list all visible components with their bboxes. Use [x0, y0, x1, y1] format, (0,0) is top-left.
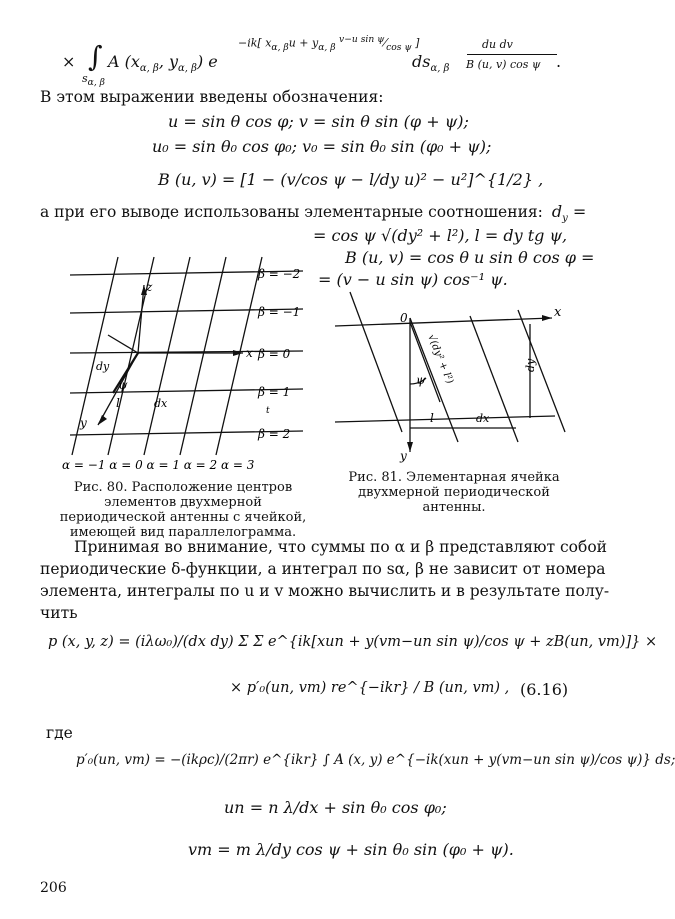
beta-label: β = 0: [258, 347, 291, 361]
dx-label: dx: [476, 412, 490, 425]
axis-x-label: x: [554, 305, 562, 320]
psi-label: ψ: [118, 378, 128, 392]
axis-x-label: x: [246, 346, 253, 360]
diag-label: √(dy² + l²): [425, 333, 455, 386]
formula-rel-cont3: = (v − u sin ψ) cos⁻¹ ψ.: [318, 270, 508, 289]
formula-def-uv: u = sin θ cos φ; v = sin θ sin (φ + ψ);: [168, 112, 469, 131]
t-label: t: [266, 406, 270, 416]
figure-81: [330, 292, 570, 464]
l-label: l: [430, 411, 434, 425]
formula-def-B: B (u, v) = [1 − (v/cos ψ − l/dy u)² − u²]^{1/2} ,: [158, 170, 544, 189]
psi-label: ψ: [416, 373, 426, 387]
figure-80-caption: Рис. 80. Расположение центров элементов двухмерной периодической антенны с ячейкой, имеющей вид параллелограмма.: [59, 480, 307, 540]
formula-eq-616: p (x, y, z) = (iλω₀)/(dx dy) Σ Σ e^{ik[xun + y(vm−un sin ψ)/cos ψ + zB(un, vm)]} ×: [48, 634, 658, 650]
formula-eq-616-b: × p′₀(un, vm) re^{−ikr} / B (un, vm) ,: [230, 680, 510, 696]
l-label: l: [116, 396, 120, 410]
paragraph-line: чить: [40, 604, 78, 622]
intro-text: В этом выражении введены обозначения:: [40, 88, 384, 106]
beta-label: β = 2: [258, 427, 291, 441]
relations-text: а при его выводе использованы элементарные соотношения: $d_y$ =: [40, 202, 587, 225]
alpha-labels: α = −1 α = 0 α = 1 α = 2 α = 3: [62, 458, 255, 472]
formula-eq-vm: vm = m λ/dy cos ψ + sin θ₀ sin (φ₀ + ψ).: [188, 840, 514, 859]
z-axis: [138, 285, 144, 353]
origin-label: 0: [400, 311, 408, 325]
alpha-line: [180, 257, 226, 455]
formula-rel-cont2: B (u, v) = cos θ и sin θ cos φ =: [345, 248, 595, 267]
where-text: где: [46, 724, 73, 742]
paragraph-line: периодические δ-функции, а интеграл по sα, β не зависит от номера: [40, 560, 606, 578]
axis-y-label: y: [400, 449, 407, 463]
beta-label: β = −1: [258, 305, 301, 319]
formula-eq-p0: p′₀(un, vm) = −(ikρc)/(2πr) e^{ikr} ∫ A (x, y) e^{−ik(xun + y(vm−un sin ψ)/cos ψ)} ds;: [76, 752, 675, 768]
beta-line: [335, 416, 555, 422]
beta-label: β = 1: [258, 385, 291, 399]
x-axis: [335, 318, 552, 326]
figure-80: [58, 255, 308, 475]
figure-81-caption: Рис. 81. Элементарная ячейка двухмерной периодической антенны.: [348, 470, 560, 515]
formula-rel-cont1: = cos ψ √(dy² + l²), l = dy tg ψ,: [313, 226, 568, 245]
beta-label: β = −2: [258, 267, 301, 281]
page-number: 206: [40, 880, 67, 896]
formula-eq-un: un = n λ/dx + sin θ₀ cos φ₀;: [224, 798, 447, 817]
alpha-line: [216, 257, 262, 455]
axis-z-label: z: [146, 280, 153, 294]
alpha-line: [72, 257, 118, 455]
dx-label: dx: [154, 397, 168, 410]
paragraph-line: элемента, интегралы по u и v можно вычислить и в результате полу-: [40, 582, 610, 600]
equation-number: (6.16): [520, 680, 569, 699]
formula-def-u0v0: u₀ = sin θ₀ cos φ₀; v₀ = sin θ₀ sin (φ₀ + ψ);: [152, 137, 492, 156]
axis-y-label: y: [80, 416, 87, 430]
alpha-line: [350, 292, 402, 432]
dy-label: dy: [96, 360, 110, 373]
dy-label: dy: [524, 358, 537, 372]
paragraph-line: Принимая во внимание, что суммы по α и β представляют собой: [74, 538, 608, 556]
formula-top-integral: × ∫ $s_{\alpha, \beta}$ A ($x_{\alpha, \beta}$, $y_{\alpha, \beta}$) e −ik[ $x_{\alpha, \beta}u + y_{\alpha, \beta}$ $^{v-u sin \psi}⁄_{cos \psi}$ ] $ds_{\alpha, \beta}$ du dv B (u, v) cos ψ .: [62, 34, 562, 89]
